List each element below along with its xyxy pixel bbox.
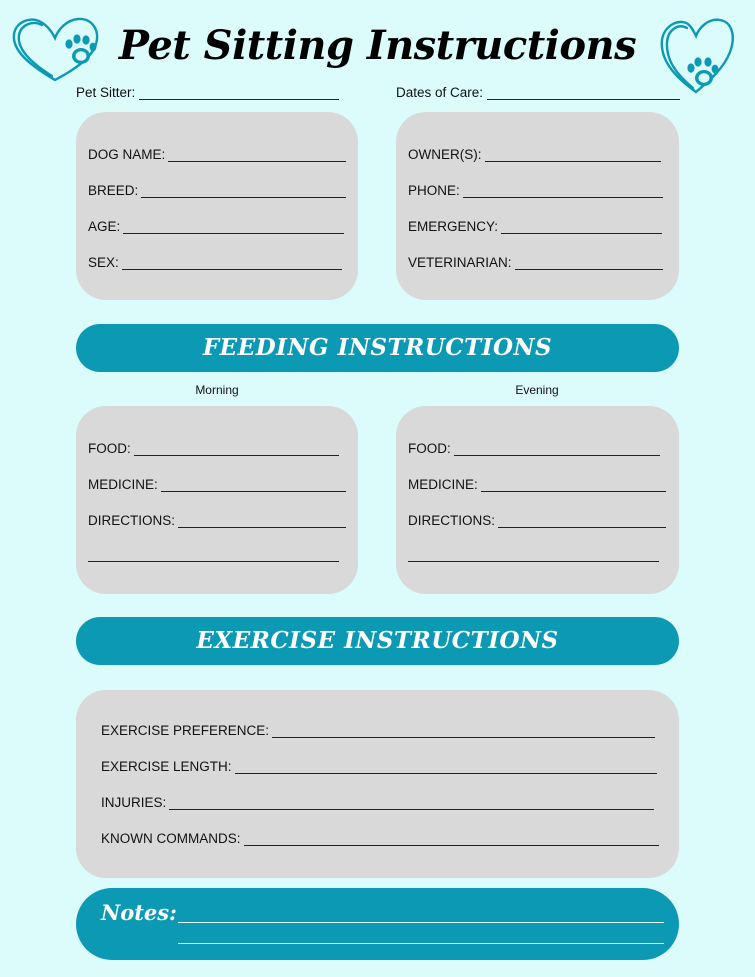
veterinarian-field[interactable]: VETERINARIAN: — [408, 255, 663, 270]
owners-field[interactable]: OWNER(S): — [408, 147, 661, 162]
exercise-instructions-banner: EXERCISE INSTRUCTIONS — [76, 617, 679, 665]
pet-sitter-field[interactable] — [76, 85, 339, 100]
dog-info-panel — [76, 112, 358, 300]
evening-heading: Evening — [515, 383, 559, 397]
dates-of-care-field[interactable] — [396, 85, 680, 100]
emergency-field[interactable]: EMERGENCY: — [408, 219, 662, 234]
exercise-panel — [76, 690, 679, 878]
pet-sitter-line — [139, 88, 339, 100]
morning-food-field[interactable]: FOOD: — [88, 441, 339, 456]
breed-field[interactable]: BREED: — [88, 183, 346, 198]
morning-feeding-panel — [76, 406, 358, 594]
exercise-length-field[interactable]: EXERCISE LENGTH: — [101, 759, 657, 774]
injuries-field[interactable]: INJURIES: — [101, 795, 654, 810]
dates-of-care-line — [487, 88, 680, 100]
evening-medicine-field[interactable]: MEDICINE: — [408, 477, 666, 492]
sex-field[interactable]: SEX: — [88, 255, 342, 270]
pet-sitter-label: Pet Sitter: — [76, 85, 136, 100]
phone-field[interactable]: PHONE: — [408, 183, 663, 198]
page-title: Pet Sitting Instructions — [118, 22, 637, 69]
owner-info-panel — [396, 112, 679, 300]
evening-extra-line[interactable] — [408, 561, 659, 562]
known-commands-field[interactable]: KNOWN COMMANDS: — [101, 831, 659, 846]
evening-directions-field[interactable]: DIRECTIONS: — [408, 513, 666, 528]
morning-heading: Morning — [195, 383, 239, 397]
heart-paw-icon — [656, 14, 736, 96]
notes-panel — [76, 888, 679, 960]
dog-name-field[interactable]: DOG NAME: — [88, 147, 346, 162]
morning-extra-line[interactable] — [88, 561, 339, 562]
morning-directions-field[interactable]: DIRECTIONS: — [88, 513, 346, 528]
notes-line-2[interactable] — [178, 943, 664, 944]
notes-line-1[interactable] — [178, 922, 664, 923]
notes-label: Notes: — [101, 900, 177, 925]
exercise-preference-field[interactable]: EXERCISE PREFERENCE: — [101, 723, 655, 738]
evening-feeding-panel — [396, 406, 679, 594]
morning-medicine-field[interactable]: MEDICINE: — [88, 477, 346, 492]
heart-paw-icon — [8, 14, 102, 84]
dates-of-care-label: Dates of Care: — [396, 85, 484, 100]
feeding-instructions-banner: FEEDING INSTRUCTIONS — [76, 324, 679, 372]
evening-food-field[interactable]: FOOD: — [408, 441, 660, 456]
age-field[interactable]: AGE: — [88, 219, 344, 234]
